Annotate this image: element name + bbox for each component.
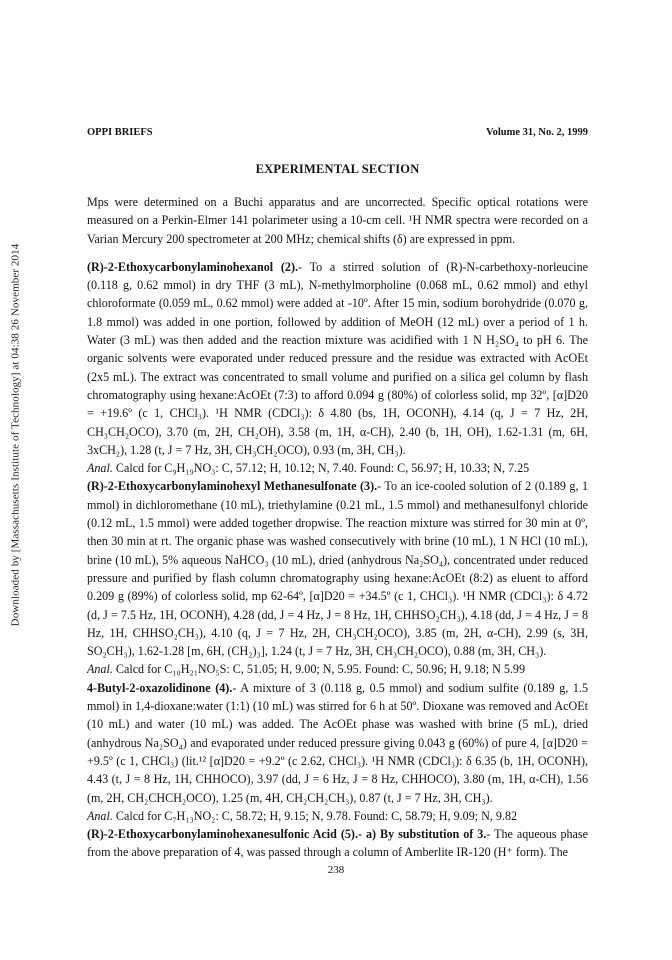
section-title: EXPERIMENTAL SECTION: [255, 162, 420, 176]
journal-section: OPPI BRIEFS: [87, 127, 153, 138]
compound-2-text: - To a stirred solution of (R)-N-carbethoxy-norleucine (0.118 g, 0.62 mmol) in dry THF (3 mL), N-methylmorpholine (0.068 mL, 0.62 mmol) and ethyl chloroformate (0.059 mL, 0.62 mmol) were added at -10º. After 15 min, sodium borohydride (0.070 g, 1.8 mmol) was added in one portion, followed by addition of MeOH (12 mL) over a period of 1 h. Water (3 mL) was then added and the reaction mixture was acidified with 1 N H₂SO₄ to pH 6. The organic solvents were evaporated under reduced pressure and the residue was extracted with AcOEt (2x5 mL). The extract was concentrated to small volume and purified on a silica gel column by flash chromatography using hexane:AcOEt (7:3) to afford 0.094 g (80%) of colorless solid, mp 32º, [α]D20 = +19.6º (c 1, CHCl₃). ¹H NMR (CDCl₃): δ 4.80 (bs, 1H, OCONH), 4.14 (q, J = 7 Hz, 2H, CH₃CH₂OCO), 3.70 (m, 2H, CH₂OH), 3.58 (m, 1H, α-CH), 2.40 (b, 1H, OH), 1.62-1.31 (m, 6H, 3xCH₂), 1.28 (t, J = 7 Hz, 3H, CH₃CH₂OCO), 0.93 (m, 3H, CH₃).: [87, 259, 588, 457]
download-watermark-text: Downloaded by [Massachusetts Institute of Technology] at 04:38 26 November 2014: [9, 243, 22, 627]
compound-2-anal-label: Anal.: [87, 461, 113, 476]
compound-3-paragraph: [87, 477, 588, 660]
intro-paragraph: Mps were determined on a Buchi apparatus and are uncorrected. Specific optical rotations were measured on a Perkin-Elmer 141 polarimeter using a 10-cm cell. ¹H NMR spectra were recorded on a Varian Mercury 200 spectrometer at 200 MHz; chemical shifts (δ) are expressed in ppm.: [87, 195, 588, 246]
compound-3-text: - To an ice-cooled solution of 2 (0.189 g, 1 mmol) in dichloromethane (10 mL), triethylamine (0.21 mL, 1.5 mmol) and methanesulfonyl chloride (0.12 mL, 1.5 mmol) were added together dropwise. The reaction mixture was stirred for 30 min at 0º, then 30 min at rt. The organic phase was washed consecutively with brine (10 mL), 1 N HCl (10 mL), brine (10 mL), 5% aqueous NaHCO₃ (10 mL), dried (anhydrous Na₂SO₄), concentrated under reduced pressure and purified by flash column chromatography using hexane:AcOEt (8:2) as eluent to afford 0.209 g (89%) of colorless solid, mp 62-64º, [α]D20 = +34.5º (c 1, CHCl₃). ¹H NMR (CDCl₃): δ 4.72 (d, J = 7.5 Hz, 1H, OCONH), 4.28 (dd, J = 4 Hz, J = 8 Hz, 1H, CHHSO₂CH₃), 4.18 (dd, J = 4 Hz, J = 8 Hz, 1H, CHHSO₂CH₃), 4.10 (q, J = 7 Hz, 2H, CH₃CH₂OCO), 3.85 (m, 2H, α-CH), 2.99 (s, 3H, SO₂CH₃), 1.62-1.28 [m, 6H, (CH₂)₃], 1.24 (t, J = 7 Hz, 3H, CH₃CH₂OCO), 0.88 (m, 3H, CH₃).: [87, 479, 588, 659]
compound-3-analysis: [87, 660, 588, 678]
compound-5-heading: (R)-2-Ethoxycarbonylaminohexanesulfonic Acid (5).- a) By substitution of 3.: [87, 827, 487, 842]
compound-3-anal-text: Calcd for C₁₀H₂₁NO₅S: C, 51.05; H, 9.00; N, 5.95. Found: C, 50.96; H, 9.18; N 5.99: [112, 662, 525, 677]
compound-4-heading: 4-Butyl-2-oxazolidinone (4).: [87, 680, 233, 695]
compound-2-anal-text: Calcd for C₉H₁₉NO₃: C, 57.12; H, 10.12; N, 7.40. Found: C, 56.97; H, 10.33; N, 7.25: [112, 461, 530, 476]
compound-4-text: - A mixture of 3 (0.118 g, 0.5 mmol) and sodium sulfite (0.189 g, 1.5 mmol) in 1,4-dioxane:water (1:1) (10 mL) was stirred for 6 h at 50º. Dioxane was removed and AcOEt (10 mL) and water (10 mL) was added. The AcOEt phase was washed with brine (5 mL), dried (anhydrous Na₂SO₄) and evaporated under reduced pressure giving 0.043 g (60%) of pure 4, [α]D20 = +9.5º (c 1, CHCl₃) (lit.¹² [α]D20 = +9.2º (c 2.62, CHCl₃). ¹H NMR (CDCl₃): δ 6.35 (b, 1H, OCONH), 4.43 (t, J = 8 Hz, 1H, CHHOCO), 3.97 (dd, J = 6 Hz, J = 8 Hz, CHHOCO), 3.80 (m, 1H, α-CH), 1.56 (m, 2H, CH₂CHCH₂OCO), 1.25 (m, 4H, CH₂CH₂CH₃), 0.87 (t, J = 7 Hz, 3H, CH₃).: [87, 680, 589, 805]
compound-4-analysis: [87, 807, 588, 825]
compound-4-paragraph: [87, 679, 588, 807]
running-head: [87, 127, 588, 138]
compound-5-text: - The aqueous phase from the above preparation of 4, was passed through a column of Amberlite IR-120 (H⁺ form). The: [87, 827, 588, 860]
compound-5-paragraph: [87, 825, 588, 862]
compound-2-analysis: [87, 459, 588, 477]
compound-3-heading: (R)-2-Ethoxycarbonylaminohexyl Methanesulfonate (3).: [87, 479, 378, 494]
compound-4-anal-label: Anal.: [87, 808, 113, 823]
body-text: [87, 193, 588, 862]
compound-2-paragraph: [87, 258, 588, 459]
download-watermark: [2, 240, 28, 630]
compound-3-anal-label: Anal.: [87, 662, 113, 677]
page-number: 238: [327, 864, 345, 876]
compound-2-heading: (R)-2-Ethoxycarbonylaminohexanol (2).: [87, 259, 298, 274]
compound-4-anal-text: Calcd for C₇H₁₃NO₂: C, 58.72; H, 9.15; N, 9.78. Found: C, 58.79; H, 9.09; N, 9.82: [112, 808, 518, 823]
volume-info: Volume 31, No. 2, 1999: [486, 127, 588, 138]
